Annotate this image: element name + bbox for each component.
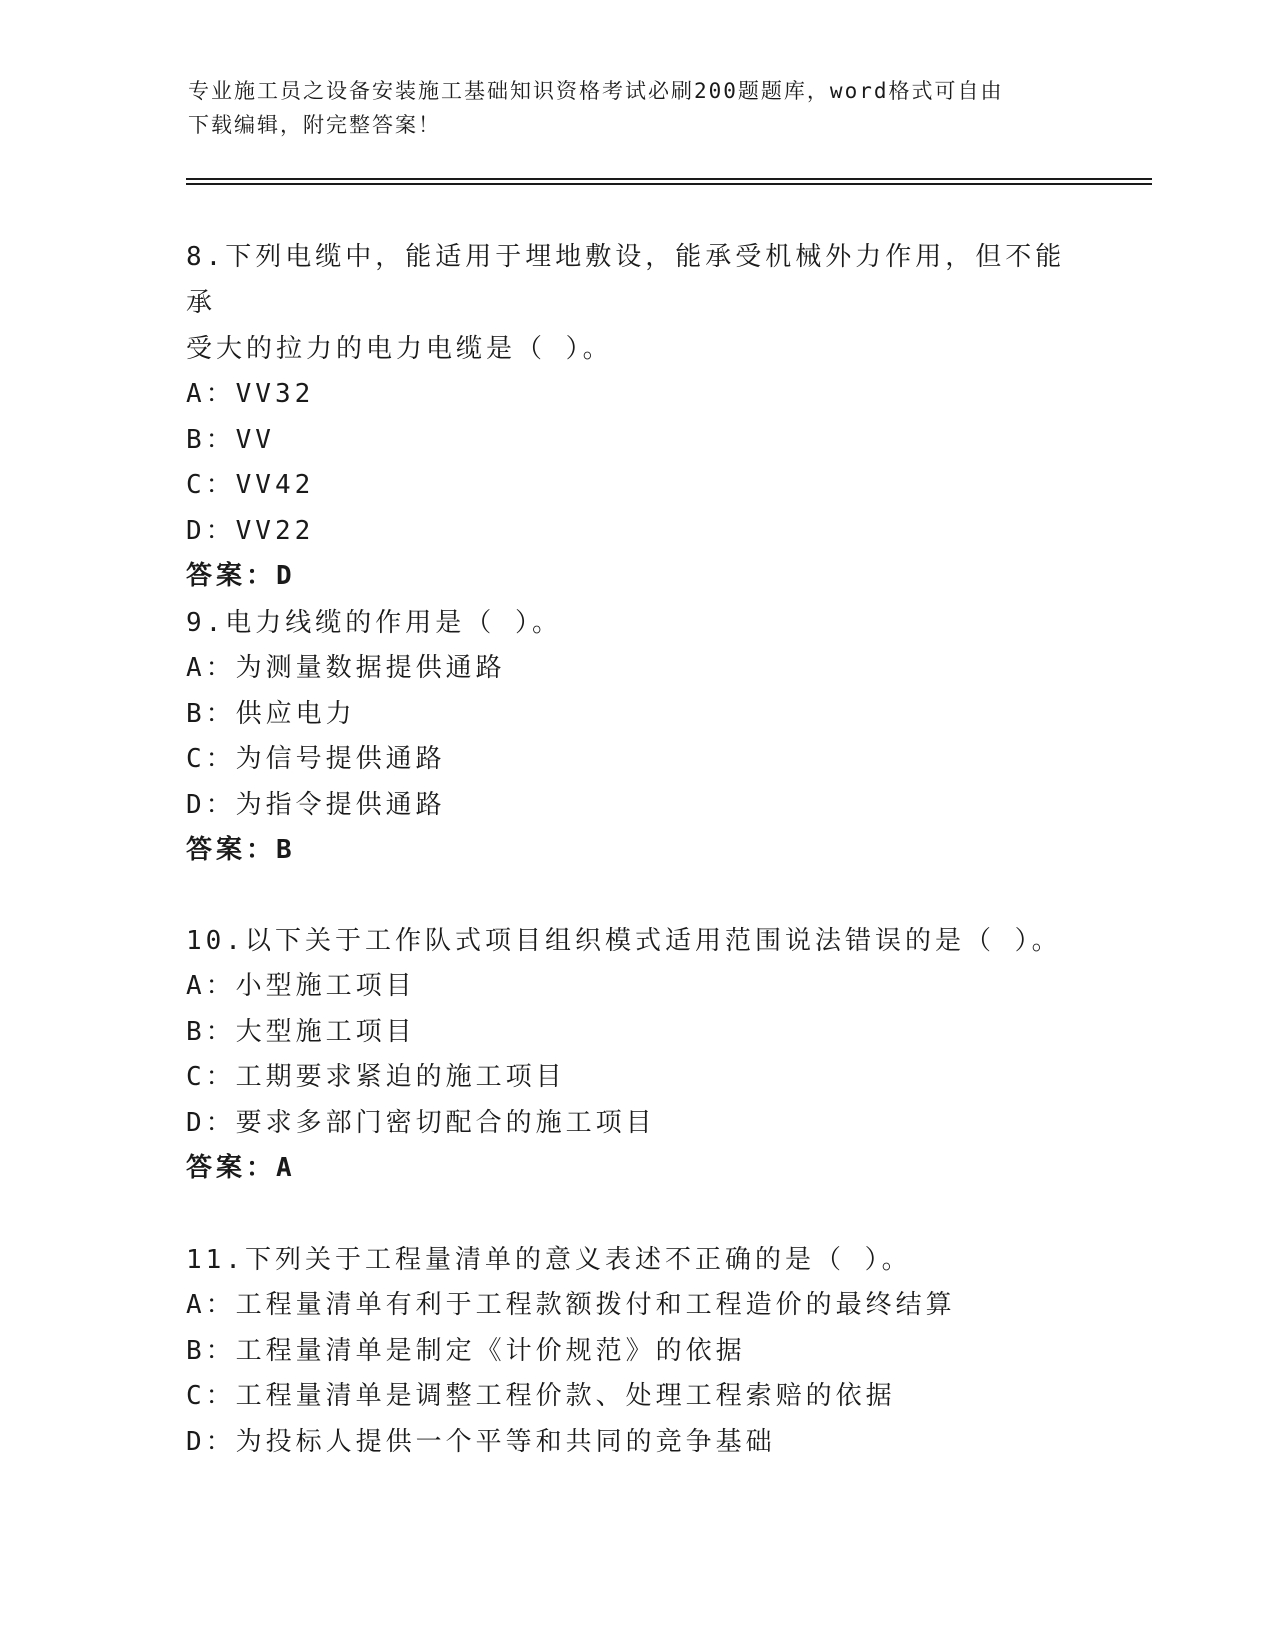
question-11 — [186, 1237, 1086, 1465]
header-line-1: 专业施工员之设备安装施工基础知识资格考试必刷200题题库，word格式可自由 — [188, 79, 1004, 103]
option-b: B：工程量清单是制定《计价规范》的依据 — [186, 1335, 746, 1366]
option-d: D：要求多部门密切配合的施工项目 — [186, 1107, 656, 1138]
option-d: D：为指令提供通路 — [186, 789, 446, 820]
question-stem-continued: 受大的拉力的电力电缆是（ ）。 — [186, 334, 613, 364]
option-c: C：工程量清单是调整工程价款、处理工程索赔的依据 — [186, 1381, 896, 1411]
option-b: B：VV — [186, 424, 275, 455]
option-c: C：VV42 — [186, 470, 315, 500]
option-d: D：VV22 — [186, 515, 315, 546]
question-10 — [186, 918, 1086, 1191]
header-divider-top — [186, 178, 1152, 180]
answer-line: 答案：B — [186, 835, 296, 865]
option-b: B：大型施工项目 — [186, 1016, 416, 1047]
question-stem: 8.下列电缆中，能适用于埋地敷设，能承受机械外力作用，但不能承 — [186, 242, 1066, 318]
document-header — [188, 74, 1088, 142]
question-stem: 11.下列关于工程量清单的意义表述不正确的是（ ）。 — [186, 1245, 912, 1275]
header-divider-bottom — [186, 183, 1152, 185]
option-c: C：工期要求紧迫的施工项目 — [186, 1062, 566, 1092]
question-stem: 9.电力线缆的作用是（ ）。 — [186, 608, 562, 638]
option-a: A：小型施工项目 — [186, 971, 416, 1001]
option-b: B：供应电力 — [186, 698, 356, 729]
question-8 — [186, 234, 1086, 599]
option-a: A：VV32 — [186, 379, 315, 409]
option-c: C：为信号提供通路 — [186, 744, 446, 774]
option-a: A：工程量清单有利于工程款额拨付和工程造价的最终结算 — [186, 1290, 956, 1320]
answer-line: 答案：A — [186, 1153, 296, 1183]
question-stem: 10.以下关于工作队式项目组织模式适用范围说法错误的是（ ）。 — [186, 926, 1062, 956]
answer-line: 答案：D — [186, 561, 296, 591]
question-9 — [186, 600, 1086, 873]
header-line-2: 下载编辑，附完整答案！ — [188, 113, 441, 137]
option-d: D：为投标人提供一个平等和共同的竞争基础 — [186, 1426, 776, 1457]
option-a: A：为测量数据提供通路 — [186, 653, 506, 683]
